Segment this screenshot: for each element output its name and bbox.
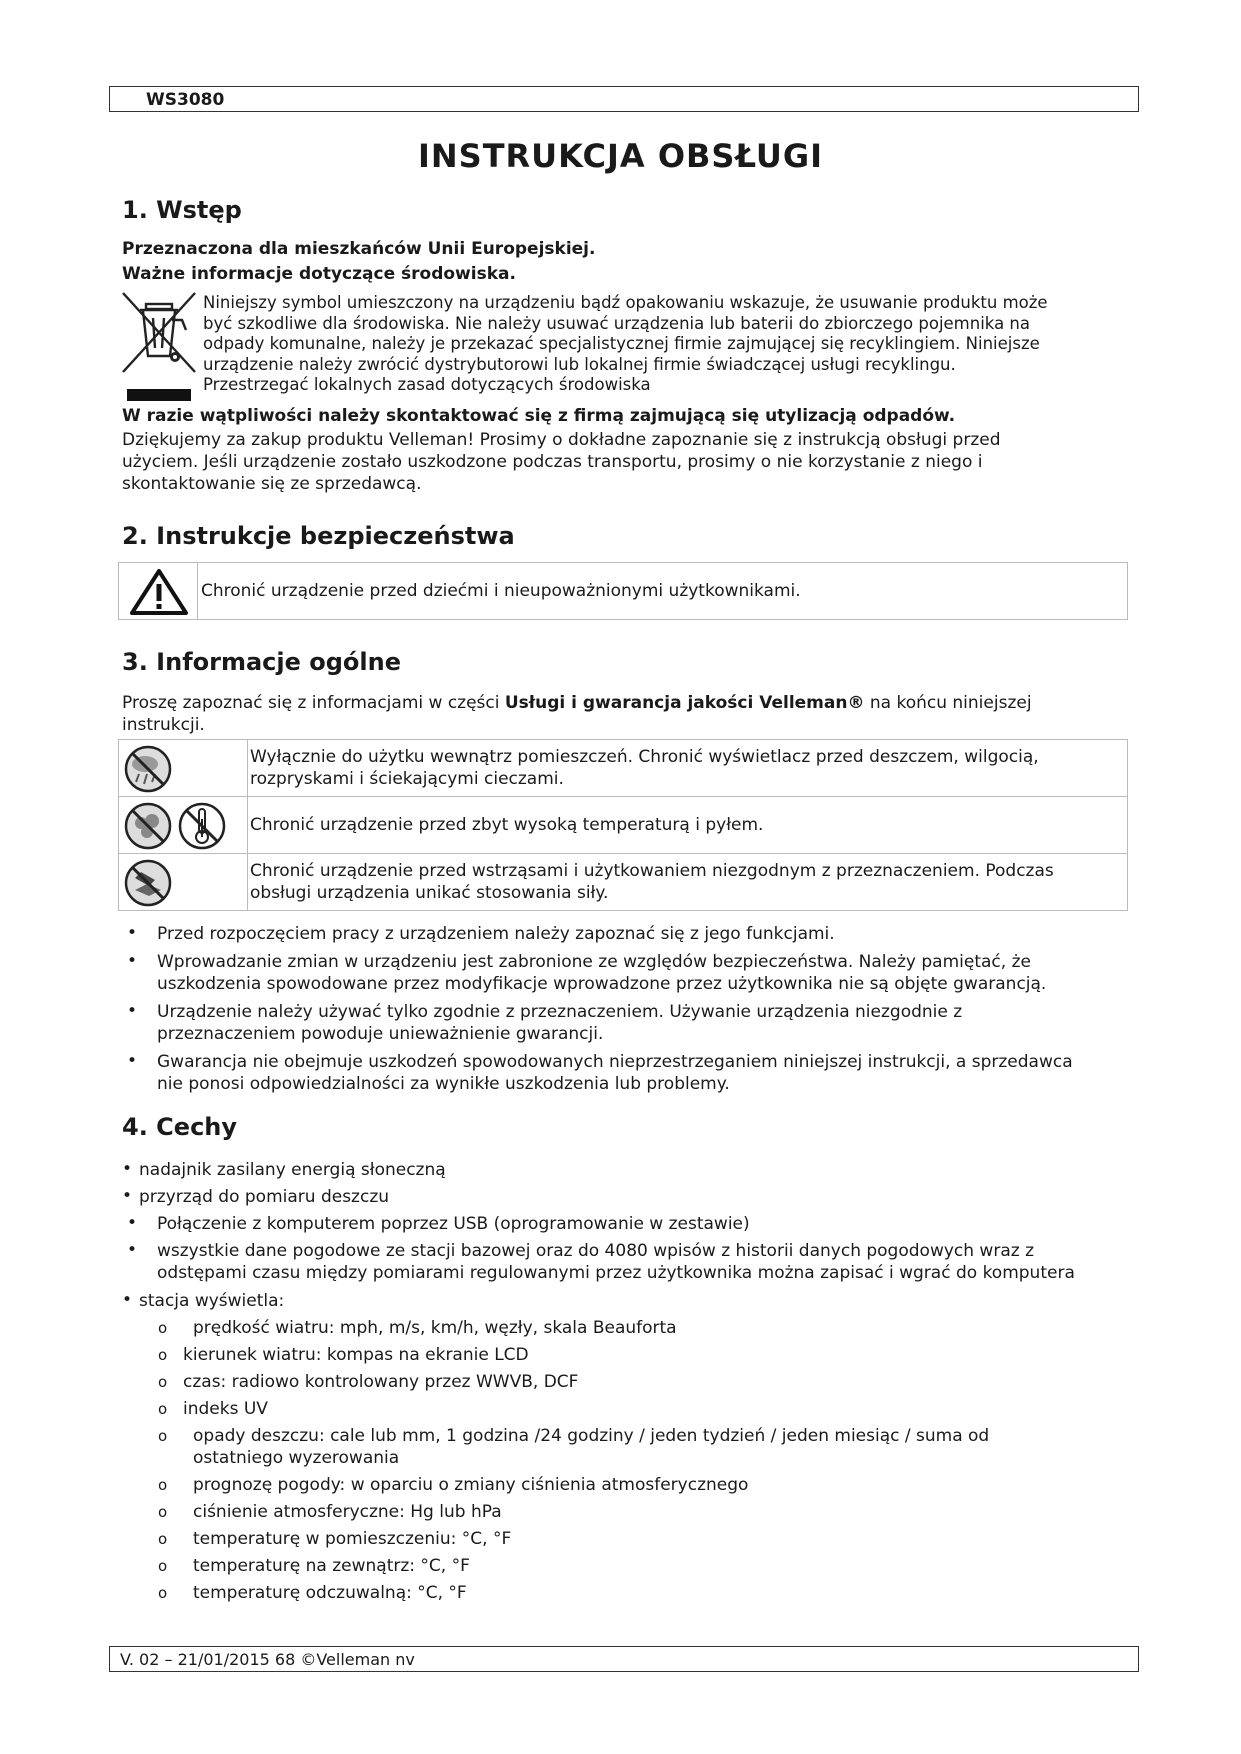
display-item: kierunek wiatru: kompas na ekranie LCD: [183, 1345, 529, 1365]
display-item: czas: radiowo kontrolowany przez WWVB, DCF: [183, 1372, 579, 1392]
sub-bullet: o: [158, 1373, 168, 1391]
model-label: WS3080: [146, 90, 225, 110]
bullet-dot: •: [127, 1051, 138, 1071]
display-item: temperaturę odczuwalną: °C, °F: [193, 1583, 467, 1603]
display-item: ciśnienie atmosferyczne: Hg lub hPa: [193, 1502, 502, 1522]
info-text: [250, 814, 1120, 836]
display-line: opady deszczu: cale lub mm, 1 godzina /24 godziny / jeden tydzień / jeden miesiąc / suma od: [193, 1426, 990, 1446]
doubt-notice: W razie wątpliwości należy skontaktować się z firmą zajmującą się utylizacją odpadów.: [122, 406, 956, 426]
section-heading-intro: 1. Wstęp: [122, 196, 242, 224]
no-shock-icon: [123, 858, 173, 908]
general-bullet: [157, 923, 1132, 945]
thanks-paragraph: [122, 429, 1132, 495]
no-heat-thermometer-icon: [177, 801, 227, 851]
feature-item: stacja wyświetla:: [139, 1291, 285, 1311]
warning-triangle-icon: [129, 568, 189, 616]
page-footer: [109, 1646, 1139, 1672]
feature-line: wszystkie dane pogodowe ze stacji bazowej oraz do 4080 wpisów z historii danych pogodowych wraz z: [157, 1241, 1034, 1261]
env-notice: Ważne informacje dotyczące środowiska.: [122, 264, 516, 284]
feature-line: odstępami czasu między pomiarami regulowanymi przez użytkownika można zapisać i wgrać do komputera: [157, 1263, 1075, 1283]
bullet-dot: •: [122, 1290, 133, 1310]
weee-line: być szkodliwe dla środowiska. Nie należy usuwać urządzenia lub baterii do zbiorczego pojemnika na: [203, 313, 1030, 333]
info-text: [250, 860, 1120, 904]
general-bullet: [157, 951, 1132, 995]
bullet-line: Wprowadzanie zmian w urządzeniu jest zabronione ze względów bezpieczeństwa. Należy pamiętać, że: [157, 952, 1031, 972]
sub-bullet: o: [158, 1427, 168, 1445]
section-heading-general: 3. Informacje ogólne: [122, 648, 401, 676]
weee-bar: [127, 389, 191, 401]
eu-notice: Przeznaczona dla mieszkańców Unii Europejskiej.: [122, 239, 596, 259]
no-dust-icon: [123, 801, 173, 851]
info-line: Chronić urządzenie przed zbyt wysoką temperaturą i pyłem.: [250, 815, 764, 835]
info-row-heat-dust: [119, 797, 1127, 854]
sub-bullet: o: [158, 1503, 168, 1521]
page-header: [109, 86, 1139, 112]
info-table: [118, 739, 1128, 911]
bullet-dot: •: [127, 1240, 138, 1260]
display-item: prędkość wiatru: mph, m/s, km/h, węzły, skala Beauforta: [193, 1318, 677, 1338]
feature-item: Połączenie z komputerem poprzez USB (oprogramowanie w zestawie): [157, 1214, 750, 1234]
general-intro-a: Proszę zapoznać się z informacjami w części: [122, 693, 505, 713]
weee-line: odpady komunalne, należy je przekazać specjalistycznej firmie zajmującej się recyklingiem. Niniejsze: [203, 334, 1040, 353]
feature-item: [157, 1240, 1132, 1284]
warranty-ref: Usługi i gwarancja jakości Velleman®: [504, 693, 865, 713]
sub-bullet: o: [158, 1319, 168, 1337]
info-line: Chronić urządzenie przed wstrząsami i użytkowaniem niezgodnym z przeznaczeniem. Podczas: [250, 861, 1054, 881]
general-intro-end: instrukcji.: [122, 715, 205, 735]
sub-bullet: o: [158, 1400, 168, 1418]
footer-text: V. 02 – 21/01/2015 68 ©Velleman nv: [120, 1650, 415, 1669]
weee-line: urządzenie należy zwrócić dystrybutorowi lub lokalnej firmie świadczącej usługi recyklingu.: [203, 354, 956, 374]
display-item: indeks UV: [183, 1399, 268, 1419]
thanks-line: skontaktowanie się ze sprzedawcą.: [122, 474, 422, 494]
sub-bullet: o: [158, 1584, 168, 1602]
bullet-line: Urządzenie należy używać tylko zgodnie z przeznaczeniem. Używanie urządzenia niezgodnie z: [157, 1002, 963, 1022]
no-rain-icon: [123, 744, 173, 794]
warning-divider: [197, 563, 198, 619]
feature-item: przyrząd do pomiaru deszczu: [139, 1187, 390, 1207]
sub-bullet: o: [158, 1557, 168, 1575]
section-heading-safety: 2. Instrukcje bezpieczeństwa: [122, 522, 515, 550]
info-line: rozpryskami i ściekającymi cieczami.: [250, 769, 564, 789]
bullet-line: przeznaczeniem powoduje unieważnienie gwarancji.: [157, 1024, 604, 1044]
bullet-dot: •: [122, 1186, 133, 1206]
bullet-dot: •: [127, 1213, 138, 1233]
info-row-shock: [119, 854, 1127, 911]
info-line: obsługi urządzenia unikać stosowania siły.: [250, 883, 609, 903]
sub-bullet: o: [158, 1346, 168, 1364]
sub-bullet: o: [158, 1530, 168, 1548]
weee-line: Niniejszy symbol umieszczony na urządzeniu bądź opakowaniu wskazuje, że usuwanie produktu może: [203, 293, 1048, 312]
section-heading-features: 4. Cechy: [122, 1113, 238, 1141]
general-bullet: [157, 1001, 1132, 1045]
bullet-line: Gwarancja nie obejmuje uszkodzeń spowodowanych nieprzestrzeganiem niniejszej instrukcji, a sprzedawca: [157, 1052, 1073, 1072]
general-intro: [122, 693, 1032, 713]
display-item: [193, 1425, 1113, 1469]
info-line: Wyłącznie do użytku wewnątrz pomieszczeń. Chronić wyświetlacz przed deszczem, wilgocią,: [250, 747, 1039, 767]
display-item: temperaturę na zewnątrz: °C, °F: [193, 1556, 470, 1576]
weee-bin-icon: [120, 290, 198, 375]
display-line: ostatniego wyzerowania: [193, 1448, 400, 1468]
warning-box: [118, 562, 1128, 620]
bullet-line: nie ponosi odpowiedzialności za wynikłe uszkodzenia lub problemy.: [157, 1074, 730, 1094]
info-row-indoor: [119, 740, 1127, 797]
bullet-dot: •: [127, 951, 138, 971]
general-intro-c: na końcu niniejszej: [864, 693, 1032, 713]
bullet-line: uszkodzenia spowodowane przez modyfikacje wprowadzone przez użytkownika nie są objęte gwarancją.: [157, 974, 1047, 994]
thanks-line: użyciem. Jeśli urządzenie zostało uszkodzone podczas transportu, prosimy o nie korzystanie z niego i: [122, 452, 983, 472]
thanks-line: Dziękujemy za zakup produktu Velleman! Prosimy o dokładne zapoznanie się z instrukcją obsługi przed: [122, 430, 1001, 450]
weee-text: [203, 293, 1133, 396]
bullet-dot: •: [127, 1001, 138, 1021]
sub-bullet: o: [158, 1476, 168, 1494]
weee-line: Przestrzegać lokalnych zasad dotyczących środowiska: [203, 375, 651, 394]
bullet-dot: •: [122, 1159, 133, 1179]
page-title: INSTRUKCJA OBSŁUGI: [417, 137, 824, 175]
bullet-dot: •: [127, 923, 138, 943]
display-item: prognozę pogody: w oparciu o zmiany ciśnienia atmosferycznego: [193, 1475, 749, 1495]
bullet-line: Przed rozpoczęciem pracy z urządzeniem należy zapoznać się z jego funkcjami.: [157, 924, 835, 944]
warning-text: Chronić urządzenie przed dziećmi i nieupoważnionymi użytkownikami.: [201, 581, 801, 601]
general-bullet: [157, 1051, 1132, 1095]
display-item: temperaturę w pomieszczeniu: °C, °F: [193, 1529, 512, 1549]
info-text: [250, 746, 1120, 790]
feature-item: nadajnik zasilany energią słoneczną: [139, 1160, 446, 1180]
